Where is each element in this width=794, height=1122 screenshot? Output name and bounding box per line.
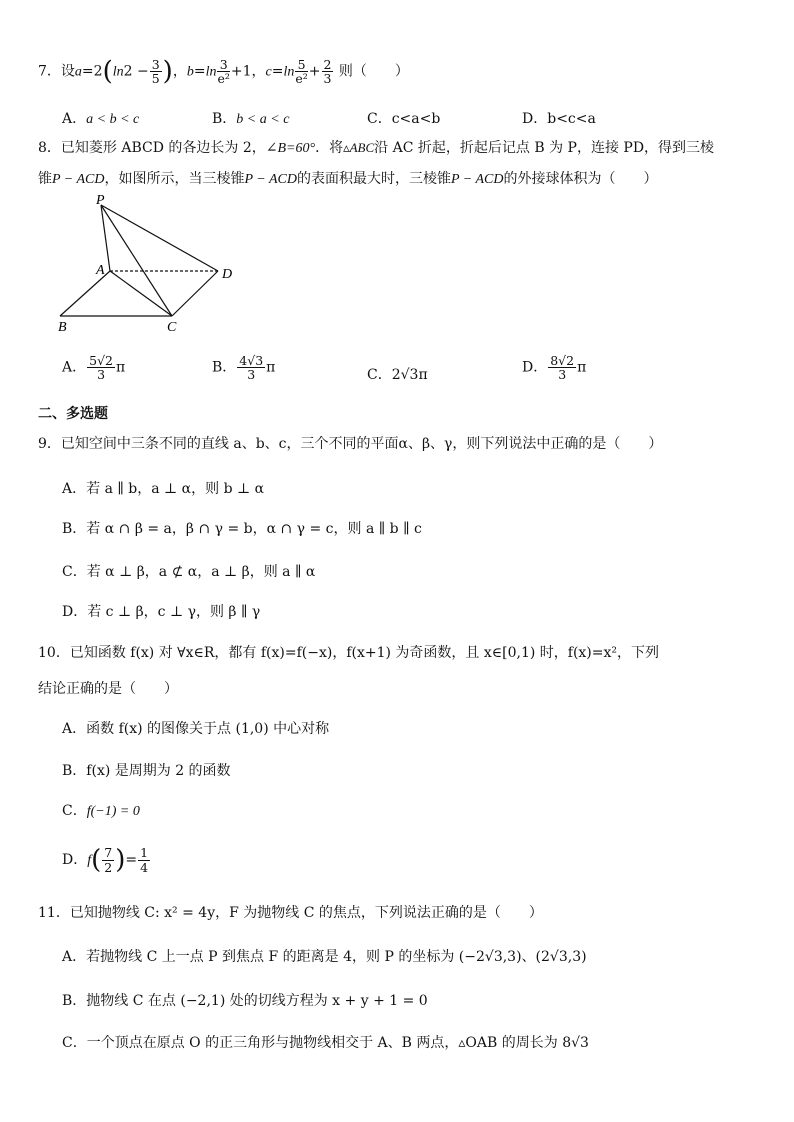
fraction: $\frac{5}{\text{e²}}$ [295,57,308,87]
edge-pc [101,205,172,316]
label-a: A [96,263,105,278]
q11-option-a[interactable]: A．若抛物线 C 上一点 P 到焦点 F 的距离是 4，则 P 的坐标为 (−2√3,3)、(2√3,3) [62,949,587,965]
edge-pa [101,205,110,271]
fraction: $\frac{3}{5}$ [151,57,160,87]
q7-option-a[interactable]: A．a < b < c [62,111,140,127]
q8-option-d[interactable]: D． $\frac{8√2}{3}$ π [522,353,587,383]
question-10-stem-line2: 结论正确的是（ ） [38,681,178,697]
fraction: $\frac{2}{3}$ [323,57,332,87]
q10-option-c[interactable]: C．f(−1) = 0 [62,803,140,819]
section-title: 二、多选题 [38,406,108,422]
question-8-stem-line2: 锥P − ACD，如图所示，当三棱锥P − ACD的表面积最大时，三棱锥P − ACD的外接球体积为（ ） [38,171,658,187]
q10-option-b[interactable]: B．f(x) 是周期为 2 的函数 [62,763,231,779]
q9-option-c[interactable]: C．若 α ⊥ β，a ⊄ α，a ⊥ β，则 a ∥ α [62,564,316,580]
q11-option-c[interactable]: C．一个顶点在原点 O 的正三角形与抛物线相交于 A、B 两点，▵OAB 的周长为 8√3 [62,1035,589,1051]
edge-cd [172,271,218,316]
q9-option-a[interactable]: A．若 a ∥ b，a ⊥ α，则 b ⊥ α [62,481,265,497]
question-11-stem: 11．已知抛物线 C: x² = 4y，F 为抛物线 C 的焦点，下列说法正确的是（ ） [38,905,543,921]
edge-ac [110,271,172,316]
q7-number: 7．设 [38,63,75,80]
edge-pd [101,205,218,271]
q9-option-b[interactable]: B．若 α ∩ β = a，β ∩ γ = b，α ∩ γ = c，则 a ∥ b ∥ c [62,521,422,537]
q8-option-a[interactable]: A． $\frac{5√2}{3}$ π [62,353,126,383]
q8-option-c[interactable]: C．2√3π [367,367,428,383]
question-8-stem-line1: 8．已知菱形 ABCD 的各边长为 2，∠B=60°．将▵ABC沿 AC 折起，折起后记点 B 为 P，连接 PD，得到三棱 [38,140,715,156]
question-10-stem-line1: 10．已知函数 f(x) 对 ∀x∈R，都有 f(x)=f(−x)，f(x+1) 为奇函数，且 x∈[0,1) 时，f(x)=x²，下列 [38,645,660,661]
label-d: D [222,267,233,282]
q7-option-c[interactable]: C．c<a<b [367,111,441,127]
pyramid-figure [50,192,250,337]
label-p: P [96,193,105,208]
fraction: $\frac{3}{\text{e²}}$ [217,57,230,87]
q10-option-a[interactable]: A．函数 f(x) 的图像关于点 (1,0) 中心对称 [62,721,330,737]
q9-option-d[interactable]: D．若 c ⊥ β，c ⊥ γ，则 β ∥ γ [62,604,261,620]
label-c: C [167,320,177,335]
question-7-stem: 7．设a=2(ln2 − $\frac{3}{5}$ )，b=ln $\frac{3}{\text{e²}}$ +1，c=ln $\frac{5}{\text{e²}}$ + $\frac{2}{3}$ 则（ ） [38,56,409,87]
q10-option-d[interactable]: D．f( $\frac{7}{2}$ )= $\frac{1}{4}$ [62,845,149,875]
label-b: B [58,320,67,335]
q7-option-b[interactable]: B．b < a < c [212,111,290,127]
q8-option-b[interactable]: B． $\frac{4√3}{3}$ π [212,353,276,383]
question-9-stem: 9．已知空间中三条不同的直线 a、b、c，三个不同的平面α、β、γ，则下列说法中正确的是（ ） [38,436,663,452]
q11-option-b[interactable]: B．抛物线 C 在点 (−2,1) 处的切线方程为 x + y + 1 = 0 [62,993,428,1009]
q7-option-d[interactable]: D．b<c<a [522,111,596,127]
